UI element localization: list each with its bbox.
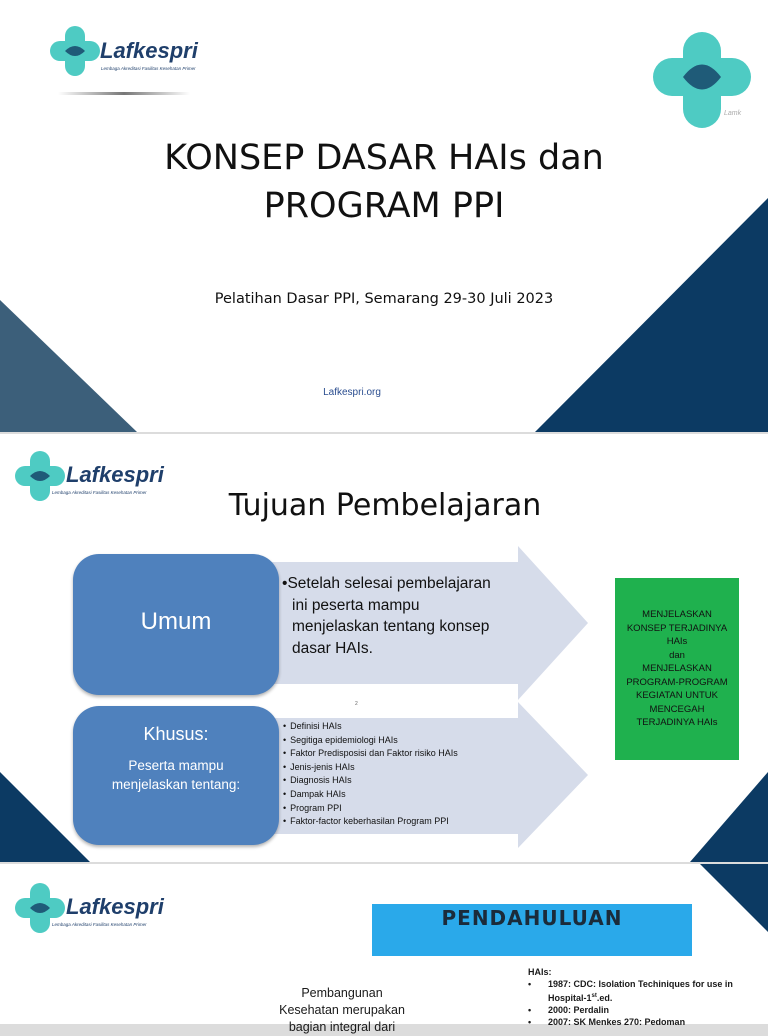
slide-tujuan	[0, 434, 768, 862]
slide1-title	[84, 134, 684, 230]
khusus-sub-line-2: menjelaskan tentang:	[111, 777, 241, 792]
cross-logo-icon	[48, 24, 102, 78]
green-line: MENCEGAH	[649, 703, 705, 715]
green-line: MENJELASKAN	[642, 609, 712, 621]
umum-box	[73, 554, 279, 695]
pendahuluan-banner	[372, 904, 692, 956]
title-line-1: KONSEP DASAR HAIs dan	[164, 138, 604, 178]
list-item: • Dampak HAIs	[283, 788, 458, 802]
corner-logo	[650, 30, 754, 130]
slide1-subtitle: Pelatihan Dasar PPI, Semarang 29-30 Juli 2023	[214, 291, 554, 307]
list-item: • Faktor-factor keberhasilan Program PPI	[283, 815, 458, 829]
green-line: MENJELASKAN	[642, 663, 712, 675]
title-line-2: PROGRAM PPI	[263, 186, 505, 226]
green-summary-box	[615, 578, 739, 760]
left-triangle-decor	[0, 300, 137, 432]
logo-text: Lafkespri	[100, 38, 198, 63]
green-line: dan	[669, 649, 685, 661]
green-line: TERJADINYA HAIs	[636, 717, 718, 729]
corner-logo-text: Lamk	[724, 110, 742, 117]
logo-tagline: Lembaga Akreditasi Fasilitas Kesehatan Primer	[101, 66, 196, 71]
khusus-list	[283, 720, 458, 829]
list-item: • Diagnosis HAIs	[283, 774, 458, 788]
umum-text-line-2: ini peserta mampu	[292, 596, 420, 614]
umum-label: Umum	[140, 608, 212, 635]
right-triangle-decor	[535, 198, 768, 432]
website-link[interactable]: Lafkespri.org	[323, 387, 381, 398]
green-line: KEGIATAN UNTUK	[636, 690, 718, 702]
khusus-box	[73, 706, 279, 845]
banner-text: PENDAHULUAN	[441, 906, 623, 930]
logo-text: Lafkespri	[66, 894, 164, 919]
hais-history	[528, 966, 768, 1028]
hais-item-2: • 2000: Perdalin	[528, 1005, 610, 1015]
left-line-2: Kesehatan merupakan	[279, 1003, 405, 1017]
hais-item-3: • 2007: SK Menkes 270: Pedoman	[528, 1017, 686, 1027]
umum-text-line-1: •Setelah selesai pembelajaran	[282, 575, 491, 592]
slide-number: 2	[355, 701, 358, 707]
right-triangle-decor	[700, 864, 768, 932]
hais-item-1: • 1987: CDC: Isolation Techiniques for use in Hospital-1st.ed.	[528, 979, 733, 1003]
lafkespri-logo	[48, 24, 198, 84]
umum-text-line-4: dasar HAIs.	[292, 639, 373, 657]
left-line-3: bagian integral dari	[288, 1020, 396, 1034]
green-line: PROGRAM-PROGRAM	[626, 676, 728, 688]
left-text	[260, 985, 424, 1036]
list-item: • Program PPI	[283, 802, 458, 816]
logo-text: Lafkespri	[66, 462, 164, 487]
slide-title	[0, 0, 768, 432]
green-line: KONSEP TERJADINYA	[626, 622, 728, 634]
slide2-title: Tujuan Pembelajaran	[228, 488, 542, 523]
hais-heading: HAIs:	[528, 967, 552, 977]
slide-pendahuluan	[0, 864, 768, 1034]
green-line: HAIs	[666, 636, 688, 648]
umum-text	[282, 573, 532, 659]
lafkespri-logo	[14, 882, 164, 936]
list-item: • Faktor Predisposisi dan Faktor risiko HAIs	[283, 747, 458, 761]
khusus-sub-line-1: Peserta mampu	[128, 758, 224, 773]
list-item: • Jenis-jenis HAIs	[283, 761, 458, 775]
left-line-1: Pembangunan	[301, 986, 383, 1000]
lafkespri-logo	[14, 450, 164, 504]
logo-tagline: Lembaga Akreditasi Fasilitas Kesehatan Primer	[52, 922, 147, 927]
umum-text-line-3: menjelaskan tentang konsep	[292, 618, 490, 635]
logo-tagline: Lembaga Akreditasi Fasilitas Kesehatan Primer	[52, 490, 147, 495]
list-item: • Definisi HAIs	[283, 720, 458, 734]
khusus-subtitle	[73, 756, 279, 794]
khusus-label: Khusus:	[143, 724, 209, 744]
logo-underline	[58, 92, 190, 95]
list-item: • Segitiga epidemiologi HAIs	[283, 734, 458, 748]
right-triangle-decor	[690, 772, 768, 862]
